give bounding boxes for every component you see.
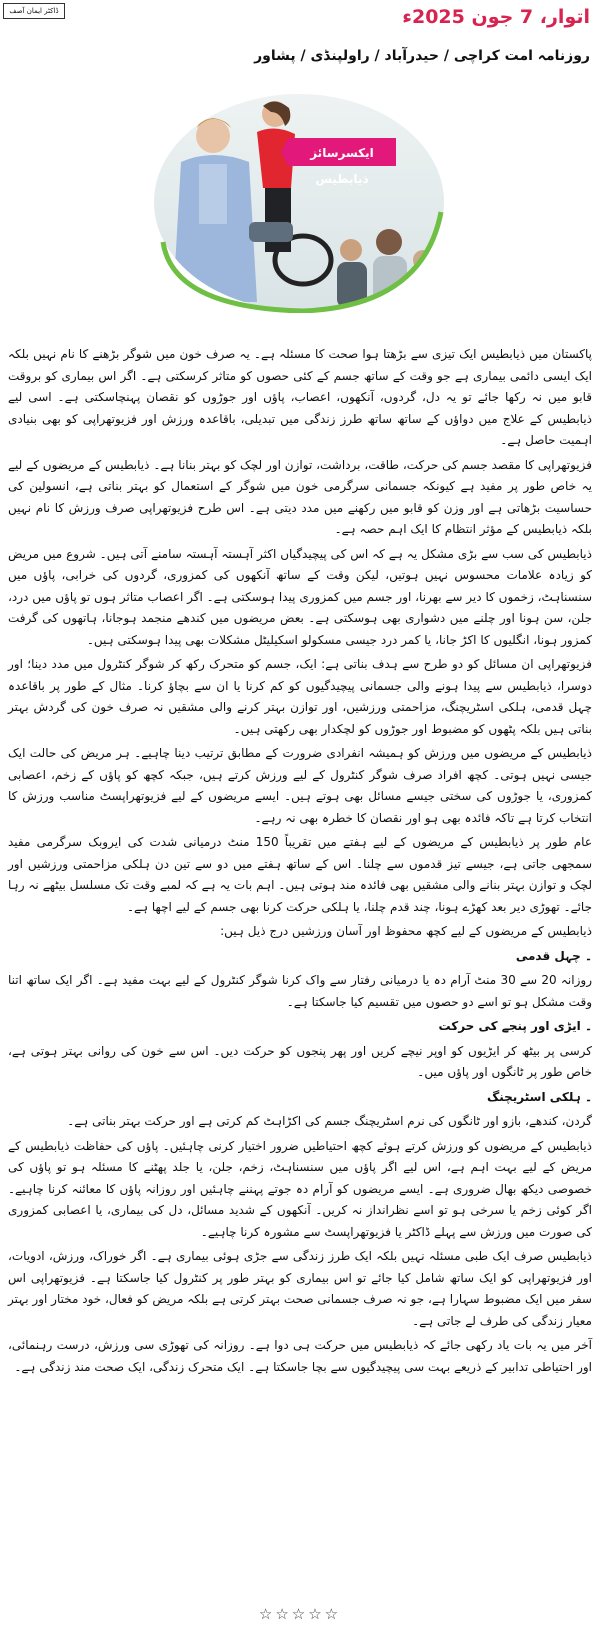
paragraph-individual-plan: ذیابطیس کے مریضوں میں ورزش کو ہمیشہ انفرادی ضرورت کے مطابق ترتیب دینا چاہیے۔ ہر مریض کی حالت ایک جیسی نہیں ہوتی۔ کچھ افراد صرف شوگر کنٹرول کے لیے ورزش کرتے ہیں، جبکہ کچھ کو پاؤں کے زخم، اعصابی کمزوری، یا جوڑوں کی سختی جیسے مسائل بھی ہوتے ہیں۔ ایسے مریضوں کے لیے فزیوتھراپسٹ مناسب ورزش کا انتخاب کرتا ہے تاکہ فائدہ بھی ہو اور نقصان کا خطرہ بھی نہ رہے۔	[8, 746, 592, 825]
exercise-heading-walking: ۔ چہل قدمی	[515, 948, 592, 963]
exercise-text-walking: روزانہ 20 سے 30 منٹ آرام دہ یا درمیانی رفتار سے واک کرنا شوگر کنٹرول کے لیے بہت مفید ہے۔ اگر ایک ساتھ اتنا وقت مشکل ہو تو اسے دو حصوں میں تقسیم کیا جاسکتا ہے۔	[8, 973, 592, 1009]
paragraph-intro: پاکستان میں ذیابطیس ایک تیزی سے بڑھتا ہوا صحت کا مسئلہ ہے۔ یہ صرف خون میں شوگر بڑھنے کا نام نہیں بلکہ ایک ایسی دائمی بیماری ہے جو وقت کے ساتھ جسم کے کئی حصوں کو متاثر کرسکتی ہے۔ اگر اس بیماری کو بروقت قابو میں نہ رکھا جائے تو یہ دل، گردوں، آنکھوں، اعصاب، پاؤں اور جوڑوں کو نقصان پہنچاسکتی ہے۔ اسی لیے ذیابطیس کے علاج میں دواؤں کے ساتھ ساتھ طرز زندگی میں تبدیلی، باقاعدہ ورزش اور فزیوتھراپی کو بھی بنیادی اہمیت حاصل ہے۔	[8, 347, 592, 447]
paragraph-physio-goals: فزیوتھراپی ان مسائل کو دو طرح سے ہدف بناتی ہے: ایک، جسم کو متحرک رکھ کر شوگر کنٹرول میں مدد دینا؛ اور دوسرا، ذیابطیس سے پیدا ہونے والی جسمانی پیچیدگیوں کو کم کرنا یا ان سے بچاؤ کرنا۔ مثال کے طور پر باقاعدہ چہل قدمی، ہلکی اسٹریچنگ، مزاحمتی ورزشیں، اور توازن بہتر کرنے والی مشقیں نہ صرف خون کی گردش بہتر بناتی ہیں بلکہ پٹھوں کو مضبوط اور جوڑوں کو لچکدار بھی رکھتی ہیں۔	[8, 657, 592, 736]
exercise-text-heel-toe: کرسی پر بیٹھ کر ایڑیوں کو اوپر نیچے کریں اور پھر پنجوں کو حرکت دیں۔ اس سے خون کی روانی بہتر ہوتی ہے، خاص طور پر ٹانگوں اور پاؤں میں۔	[8, 1043, 592, 1079]
article-body	[8, 344, 592, 1381]
exercise-heading-stretching: ۔ ہلکی اسٹریچنگ	[486, 1089, 592, 1104]
publication-date: اتوار، 7 جون 2025ء	[402, 6, 590, 28]
banner-caption: ایکسرسائز ذیابطیس	[310, 146, 374, 186]
exercise-text-stretching: گردن، کندھے، بازو اور ٹانگوں کی نرم اسٹریچنگ جسم کی اکڑاہٹ کم کرتی ہے اور حرکت بہتر بناتی ہے۔	[67, 1114, 592, 1128]
newspaper-source: روزنامہ امت کراچی / حیدرآباد / راولپنڈی / پشاور	[254, 48, 590, 64]
paragraph-exercise-intro: ذیابطیس کے مریضوں کے لیے کچھ محفوظ اور آسان ورزشیں درج ذیل ہیں:	[220, 924, 592, 938]
paragraph-lifestyle: ذیابطیس صرف ایک طبی مسئلہ نہیں بلکہ ایک طرز زندگی سے جڑی ہوئی بیماری ہے۔ اگر خوراک، ورزش، ادویات، اور فزیوتھراپی کو ایک ساتھ شامل کیا جائے تو اس بیماری کو بہتر طور پر کنٹرول کیا جاسکتا ہے۔ فزیوتھراپی اس سفر میں ایک مضبوط سہارا ہے، جو نہ صرف جسمانی صحت بہتر کرتی ہے بلکہ مریض کو فعال، خود مختار اور بہتر معیار زندگی کی طرف لے جاتی ہے۔	[8, 1249, 592, 1328]
paragraph-purpose: فزیوتھراپی کا مقصد جسم کی حرکت، طاقت، برداشت، توازن اور لچک کو بہتر بنانا ہے۔ ذیابطیس کے مریضوں کے لیے یہ خاص طور پر مفید ہے کیونکہ جسمانی سرگرمی خون میں شوگر کے استعمال کو بہتر بناتی ہے، انسولین کی حساسیت بڑھاتی ہے اور وزن کو قابو میں رکھنے میں مدد دیتی ہے۔ اس طرح فزیوتھراپی صرف ورزش کا نام نہیں بلکہ ذیابطیس کے مؤثر انتظام کا ایک اہم حصہ ہے۔	[8, 457, 592, 536]
end-stars: ☆☆☆☆☆	[258, 1605, 342, 1623]
paragraph-precautions: ذیابطیس کے مریضوں کو ورزش کرتے ہوئے کچھ احتیاطیں ضرور اختیار کرنی چاہئیں۔ پاؤں کی حفاظت ذیابطیس کے مریض کے لیے بہت اہم ہے، اس لیے اگر پاؤں میں سنسناہٹ، زخم، جلن، یا جلد پھٹنے کا مسئلہ ہو تو پاؤں کی خصوصی دیکھ بھال ضروری ہے۔ ایسے مریضوں کو آرام دہ جوتے پہننے چاہئیں اور روزانہ پاؤں کا معائنہ کرنا چاہیے۔ اگر کوئی زخم یا سرخی ہو تو اسے نظرانداز نہ کریں۔ آنکھوں کے شدید مسائل، دل کی بیماری، یا اعصابی کمزوری کی صورت میں ورزش سے پہلے ڈاکٹر یا فزیوتھراپسٹ سے مشورہ کرنا چاہیے۔	[8, 1138, 592, 1239]
paragraph-guidelines: عام طور پر ذیابطیس کے مریضوں کے لیے ہفتے میں تقریباً 150 منٹ درمیانی شدت کی ایروبک سرگرمی مفید سمجھی جاتی ہے، جیسے تیز قدموں سے چلنا۔ اس کے ساتھ ہفتے میں دو سے تین دن ہلکی مزاحمتی ورزشیں اور لچک و توازن بہتر بنانے والی مشقیں بھی فائدہ مند ہوتی ہیں۔ اہم بات یہ ہے کہ لمبے وقت تک مسلسل بیٹھے نہ رہا جائے۔ تھوڑی دیر بعد کھڑے ہونا، چند قدم چلنا، یا ہلکی حرکت کرنا بھی جسم کے لیے اچھا ہے۔	[8, 835, 593, 914]
paragraph-conclusion: آخر میں یہ بات یاد رکھی جائے کہ ذیابطیس میں حرکت ہی دوا ہے۔ روزانہ کی تھوڑی سی ورزش، درست رہنمائی، اور احتیاطی تدابیر کے ذریعے بہت سی پیچیدگیوں سے بچا جاسکتا ہے۔ ایک متحرک زندگی، ایک صحت مند زندگی ہے۔	[8, 1338, 592, 1374]
exercise-heading-heel-toe: ۔ ایڑی اور پنجے کی حرکت	[438, 1019, 592, 1033]
paragraph-complications: ذیابطیس کی سب سے بڑی مشکل یہ ہے کہ اس کی پیچیدگیاں اکثر آہستہ آہستہ سامنے آتی ہیں۔ شروع میں مریض کو زیادہ علامات محسوس نہیں ہوتیں، لیکن وقت کے ساتھ آنکھوں کی کمزوری، گردوں کی خرابی، پاؤں میں سنسناہٹ، زخموں کا دیر سے بھرنا، اور جسم میں کمزوری پیدا ہوسکتی ہے۔ اگر اعصاب متاثر ہوں تو پاؤں میں درد، جلن، سن ہونا اور چلنے میں دشواری بھی ہوسکتی ہے۔ بعض مریضوں میں کندھے منجمد ہوجانا، ہاتھوں کی گرفت کمزور ہونا، انگلیوں کا اکڑ جانا، یا کمر درد جیسی مسکولو اسکیلیٹل مشکلات بھی پیدا ہوسکتی ہیں۔	[8, 546, 592, 647]
article-illustration	[153, 92, 446, 313]
author-name-box: ڈاکٹر ایمان آصف	[3, 3, 65, 19]
